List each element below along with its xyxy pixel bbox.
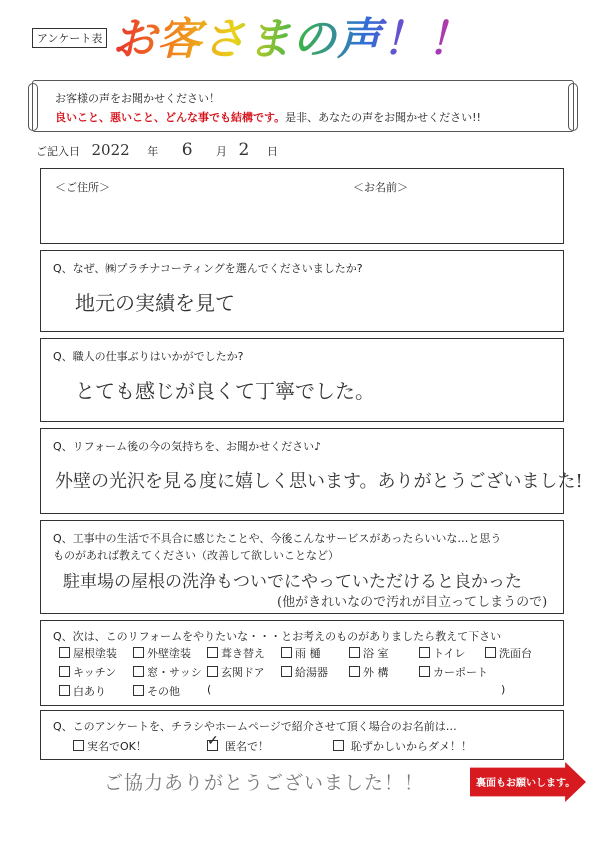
- option-toilet[interactable]: [419, 645, 465, 661]
- option-label: 玄関ドア: [221, 666, 265, 679]
- option-kitchen[interactable]: [59, 664, 116, 680]
- question-5-box: [40, 620, 564, 706]
- answer-1: 地元の実績を見て: [75, 291, 235, 315]
- option-label: 給湯器: [295, 666, 328, 679]
- form-tag: アンケート表: [32, 28, 107, 48]
- checkbox[interactable]: [59, 666, 70, 677]
- other-paren-open: (: [207, 683, 212, 696]
- answer-4-line-1: 駐車場の屋根の洗浄もついでにやっていただけると良かった: [63, 572, 522, 592]
- option-gutter[interactable]: [281, 645, 321, 661]
- option-carport[interactable]: [419, 664, 488, 680]
- option-washbasin[interactable]: [485, 645, 532, 661]
- option-exterior[interactable]: [349, 664, 389, 680]
- entry-date: [36, 140, 278, 160]
- address-name-box: [40, 168, 564, 244]
- intro-line-2: [55, 109, 481, 125]
- date-month-unit: 月: [216, 145, 228, 158]
- scroll-curl-right: [568, 83, 578, 131]
- question-4-line-1: Q、工事中の生活で不具合に感じたことや、今後こんなサービスがあったらいいな…と思う: [53, 532, 502, 545]
- checkbox[interactable]: [59, 685, 70, 696]
- option-other[interactable]: [133, 683, 180, 699]
- option-label: 洗面台: [499, 647, 532, 660]
- option-label: 恥ずかしいからダメ！！: [351, 740, 472, 753]
- option-label: トイレ: [433, 647, 466, 660]
- checkbox[interactable]: [419, 647, 430, 658]
- option-label: 浴 室: [363, 647, 389, 660]
- intro-line-1: お客様の声をお聞かせください！: [55, 92, 220, 105]
- date-year-unit: 年: [147, 145, 159, 158]
- checkbox[interactable]: [59, 647, 70, 658]
- checkbox[interactable]: [485, 647, 496, 658]
- option-label: 白あり: [73, 685, 106, 698]
- option-wall-paint[interactable]: [133, 645, 191, 661]
- date-day-unit: 日: [266, 145, 278, 158]
- checkbox[interactable]: [333, 740, 344, 751]
- option-label: 匿名で！: [225, 740, 269, 753]
- question-6: Q、このアンケートを、チラシやホームページで紹介させて頂く場合のお名前は…: [53, 720, 457, 733]
- checkbox[interactable]: [349, 666, 360, 677]
- answer-2: とても感じが良くて丁寧でした。: [75, 379, 375, 403]
- intro-rest: 是非、あなたの声をお聞かせください!!: [285, 111, 481, 124]
- intro-banner: [32, 80, 574, 132]
- option-termite[interactable]: [59, 683, 106, 699]
- thanks-message: ご協力ありがとうございました！！: [104, 772, 425, 794]
- question-3: Q、リフォーム後の今の気持ちを、お聞かせください♪: [53, 440, 322, 453]
- question-6-box: [40, 710, 564, 760]
- option-label: 実名でOK！: [87, 740, 147, 753]
- scroll-curl-left: [28, 83, 38, 131]
- checkbox[interactable]: [281, 647, 292, 658]
- option-label: 窓・サッシ: [147, 666, 202, 679]
- question-4-line-2: ものがあれば教えてください（改善して欲しいことなど）: [53, 549, 339, 562]
- checkbox[interactable]: [133, 685, 144, 696]
- option-label: カーポート: [433, 666, 488, 679]
- checkbox[interactable]: [133, 666, 144, 677]
- option-label: その他: [147, 685, 180, 698]
- option-label: 屋根塗装: [73, 647, 117, 660]
- option-label: 葺き替え: [221, 647, 265, 660]
- name-label: ＜お名前＞: [353, 181, 408, 194]
- next-page-arrow: [470, 762, 586, 802]
- option-water-heater[interactable]: [281, 664, 328, 680]
- option-roof-paint[interactable]: [59, 645, 117, 661]
- address-label: ＜ご住所＞: [55, 181, 110, 194]
- option-window-sash[interactable]: [133, 664, 202, 680]
- checkbox[interactable]: [419, 666, 430, 677]
- option-anonymous[interactable]: [207, 733, 269, 754]
- option-label: キッチン: [73, 666, 117, 679]
- question-4-box: [40, 520, 564, 614]
- date-day: 2: [238, 140, 250, 160]
- checkbox[interactable]: [207, 647, 218, 658]
- date-month: 6: [181, 140, 193, 160]
- question-3-box: [40, 428, 583, 514]
- page-title: お客さまの声！！: [112, 14, 472, 65]
- option-label: 雨 樋: [295, 647, 321, 660]
- answer-4-line-2: (他がきれいなので汚れが目立ってしまうので): [277, 595, 548, 610]
- checkbox-checked[interactable]: [207, 733, 219, 751]
- date-label: ご記入日: [36, 145, 80, 158]
- other-paren-close: ): [501, 683, 506, 696]
- option-bathroom[interactable]: [349, 645, 389, 661]
- date-year: 2022: [91, 141, 130, 159]
- option-real-name[interactable]: [73, 738, 147, 754]
- checkbox[interactable]: [349, 647, 360, 658]
- option-label: 外壁塗装: [147, 647, 191, 660]
- option-label: 外 構: [363, 666, 389, 679]
- option-decline[interactable]: [333, 738, 472, 754]
- question-1-box: [40, 250, 564, 332]
- answer-3: 外壁の光沢を見る度に嬉しく思います。ありがとうございました!: [55, 471, 583, 492]
- next-page-label: 裏面もお願いします。: [476, 778, 576, 789]
- checkbox[interactable]: [73, 740, 84, 751]
- checkbox[interactable]: [281, 666, 292, 677]
- question-1: Q、なぜ、㈱プラチナコーティングを選んでくださいましたか?: [53, 262, 363, 275]
- option-front-door[interactable]: [207, 664, 265, 680]
- checkbox[interactable]: [207, 666, 218, 677]
- question-2: Q、職人の仕事ぶりはいかがでしたか?: [53, 350, 244, 363]
- question-2-box: [40, 338, 564, 422]
- checkbox[interactable]: [133, 647, 144, 658]
- check-mark-icon: ✓: [207, 733, 219, 749]
- question-5: Q、次は、このリフォームをやりたいな・・・とお考えのものがありましたら教えて下さい: [53, 630, 502, 643]
- intro-highlight: 良いこと、悪いこと、どんな事でも結構です。: [55, 111, 286, 124]
- option-reroof[interactable]: [207, 645, 265, 661]
